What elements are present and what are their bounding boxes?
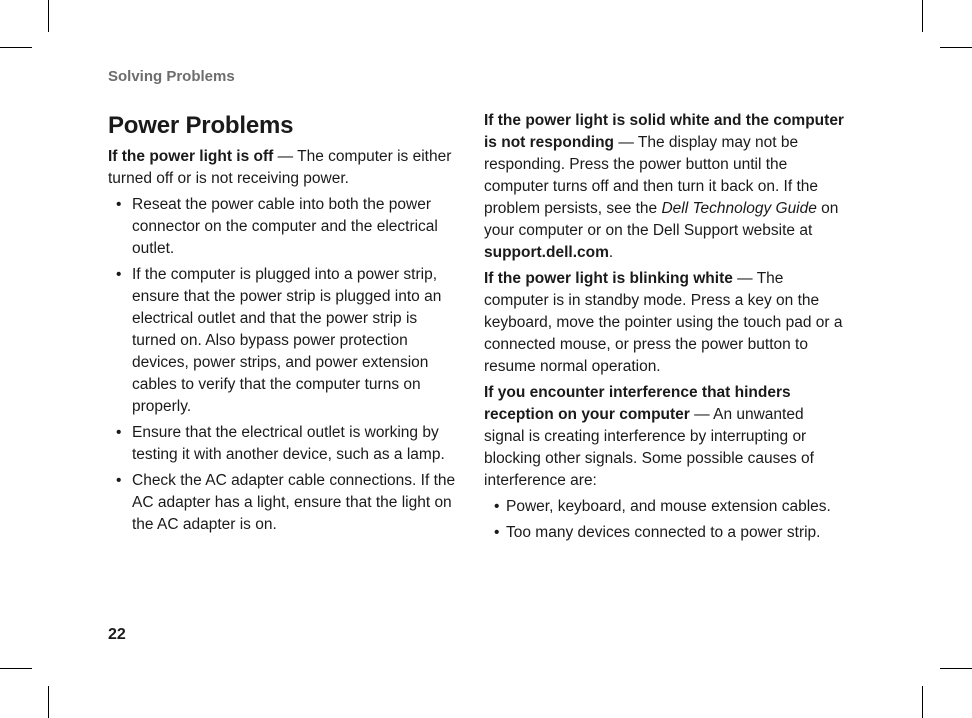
crop-mark	[940, 47, 972, 48]
bullet-icon: •	[116, 424, 122, 441]
bullet-icon: •	[116, 196, 122, 213]
paragraph-end: .	[608, 244, 614, 261]
paragraph-text: on your computer or on the Dell Support website at	[484, 200, 839, 239]
list-item	[108, 194, 460, 260]
crop-mark	[48, 0, 49, 32]
list-item	[108, 470, 460, 536]
support-website-link[interactable]: support.dell.com	[484, 244, 609, 261]
list-item-text: Reseat the power cable into both the power connector on the computer and the electrical outlet.	[132, 196, 438, 257]
em-dash: —	[614, 134, 638, 151]
crop-mark	[940, 668, 972, 669]
list-item-text: Too many devices connected to a power strip.	[506, 524, 821, 541]
section-header: Solving Problems	[108, 68, 235, 85]
list-item-text: Check the AC adapter cable connections. If the AC adapter has a light, ensure that the light on the AC adapter is on.	[132, 472, 456, 533]
page-heading: Power Problems	[108, 112, 294, 139]
em-dash: —	[732, 270, 757, 287]
crop-mark	[922, 686, 923, 718]
bullet-icon: •	[116, 266, 122, 283]
paragraph-text: The display may not be responding. Press the power button until the computer turns off and then turn it back on. If the problem persists, see the	[484, 134, 819, 217]
paragraph-lead: If the power light is blinking white	[484, 270, 733, 287]
list-item-text: Ensure that the electrical outlet is working by testing it with another device, such as a lamp.	[132, 424, 445, 463]
paragraph-text: The computer is in standby mode. Press a key on the keyboard, move the pointer using the touch pad or a connected mouse, or press the power button to resume normal operation.	[484, 270, 843, 375]
guide-title: Dell Technology Guide	[661, 200, 817, 217]
bullet-icon: •	[494, 498, 500, 515]
list-item-text: If the computer is plugged into a power strip, ensure that the power strip is plugged into an electrical outlet and that the power strip is turned on. Also bypass power protection devices, power strips, and power extension cables to verify that the computer turns on properly.	[132, 266, 442, 415]
interference-paragraph	[484, 382, 844, 492]
blinking-white-paragraph	[484, 268, 844, 378]
paragraph-lead: If you encounter interference that hinders reception on your computer	[484, 384, 791, 423]
left-column	[108, 110, 460, 540]
paragraph-lead: If the power light is off	[108, 148, 274, 165]
paragraph-text: An unwanted signal is creating interference by interrupting or blocking other signals. Some possible causes of interference are:	[484, 406, 814, 489]
power-off-paragraph	[108, 146, 460, 190]
list-item	[484, 522, 844, 544]
list-item	[108, 264, 460, 418]
page-number: 22	[108, 626, 126, 643]
bullet-icon: •	[116, 472, 122, 489]
crop-mark	[0, 668, 32, 669]
crop-mark	[48, 686, 49, 718]
bullet-icon: •	[494, 524, 500, 541]
paragraph-text: The computer is either turned off or is not receiving power.	[108, 148, 452, 187]
paragraph-lead: If the power light is solid white and the computer is not responding	[484, 112, 844, 151]
interference-bullet-list	[484, 496, 844, 544]
list-item	[484, 496, 844, 518]
list-item-text: Power, keyboard, and mouse extension cables.	[506, 498, 831, 515]
em-dash: —	[689, 406, 714, 423]
power-off-bullet-list	[108, 194, 460, 536]
right-column	[484, 110, 844, 548]
em-dash: —	[273, 148, 298, 165]
list-item	[108, 422, 460, 466]
crop-mark	[922, 0, 923, 32]
solid-white-paragraph	[484, 110, 844, 264]
crop-mark	[0, 47, 32, 48]
